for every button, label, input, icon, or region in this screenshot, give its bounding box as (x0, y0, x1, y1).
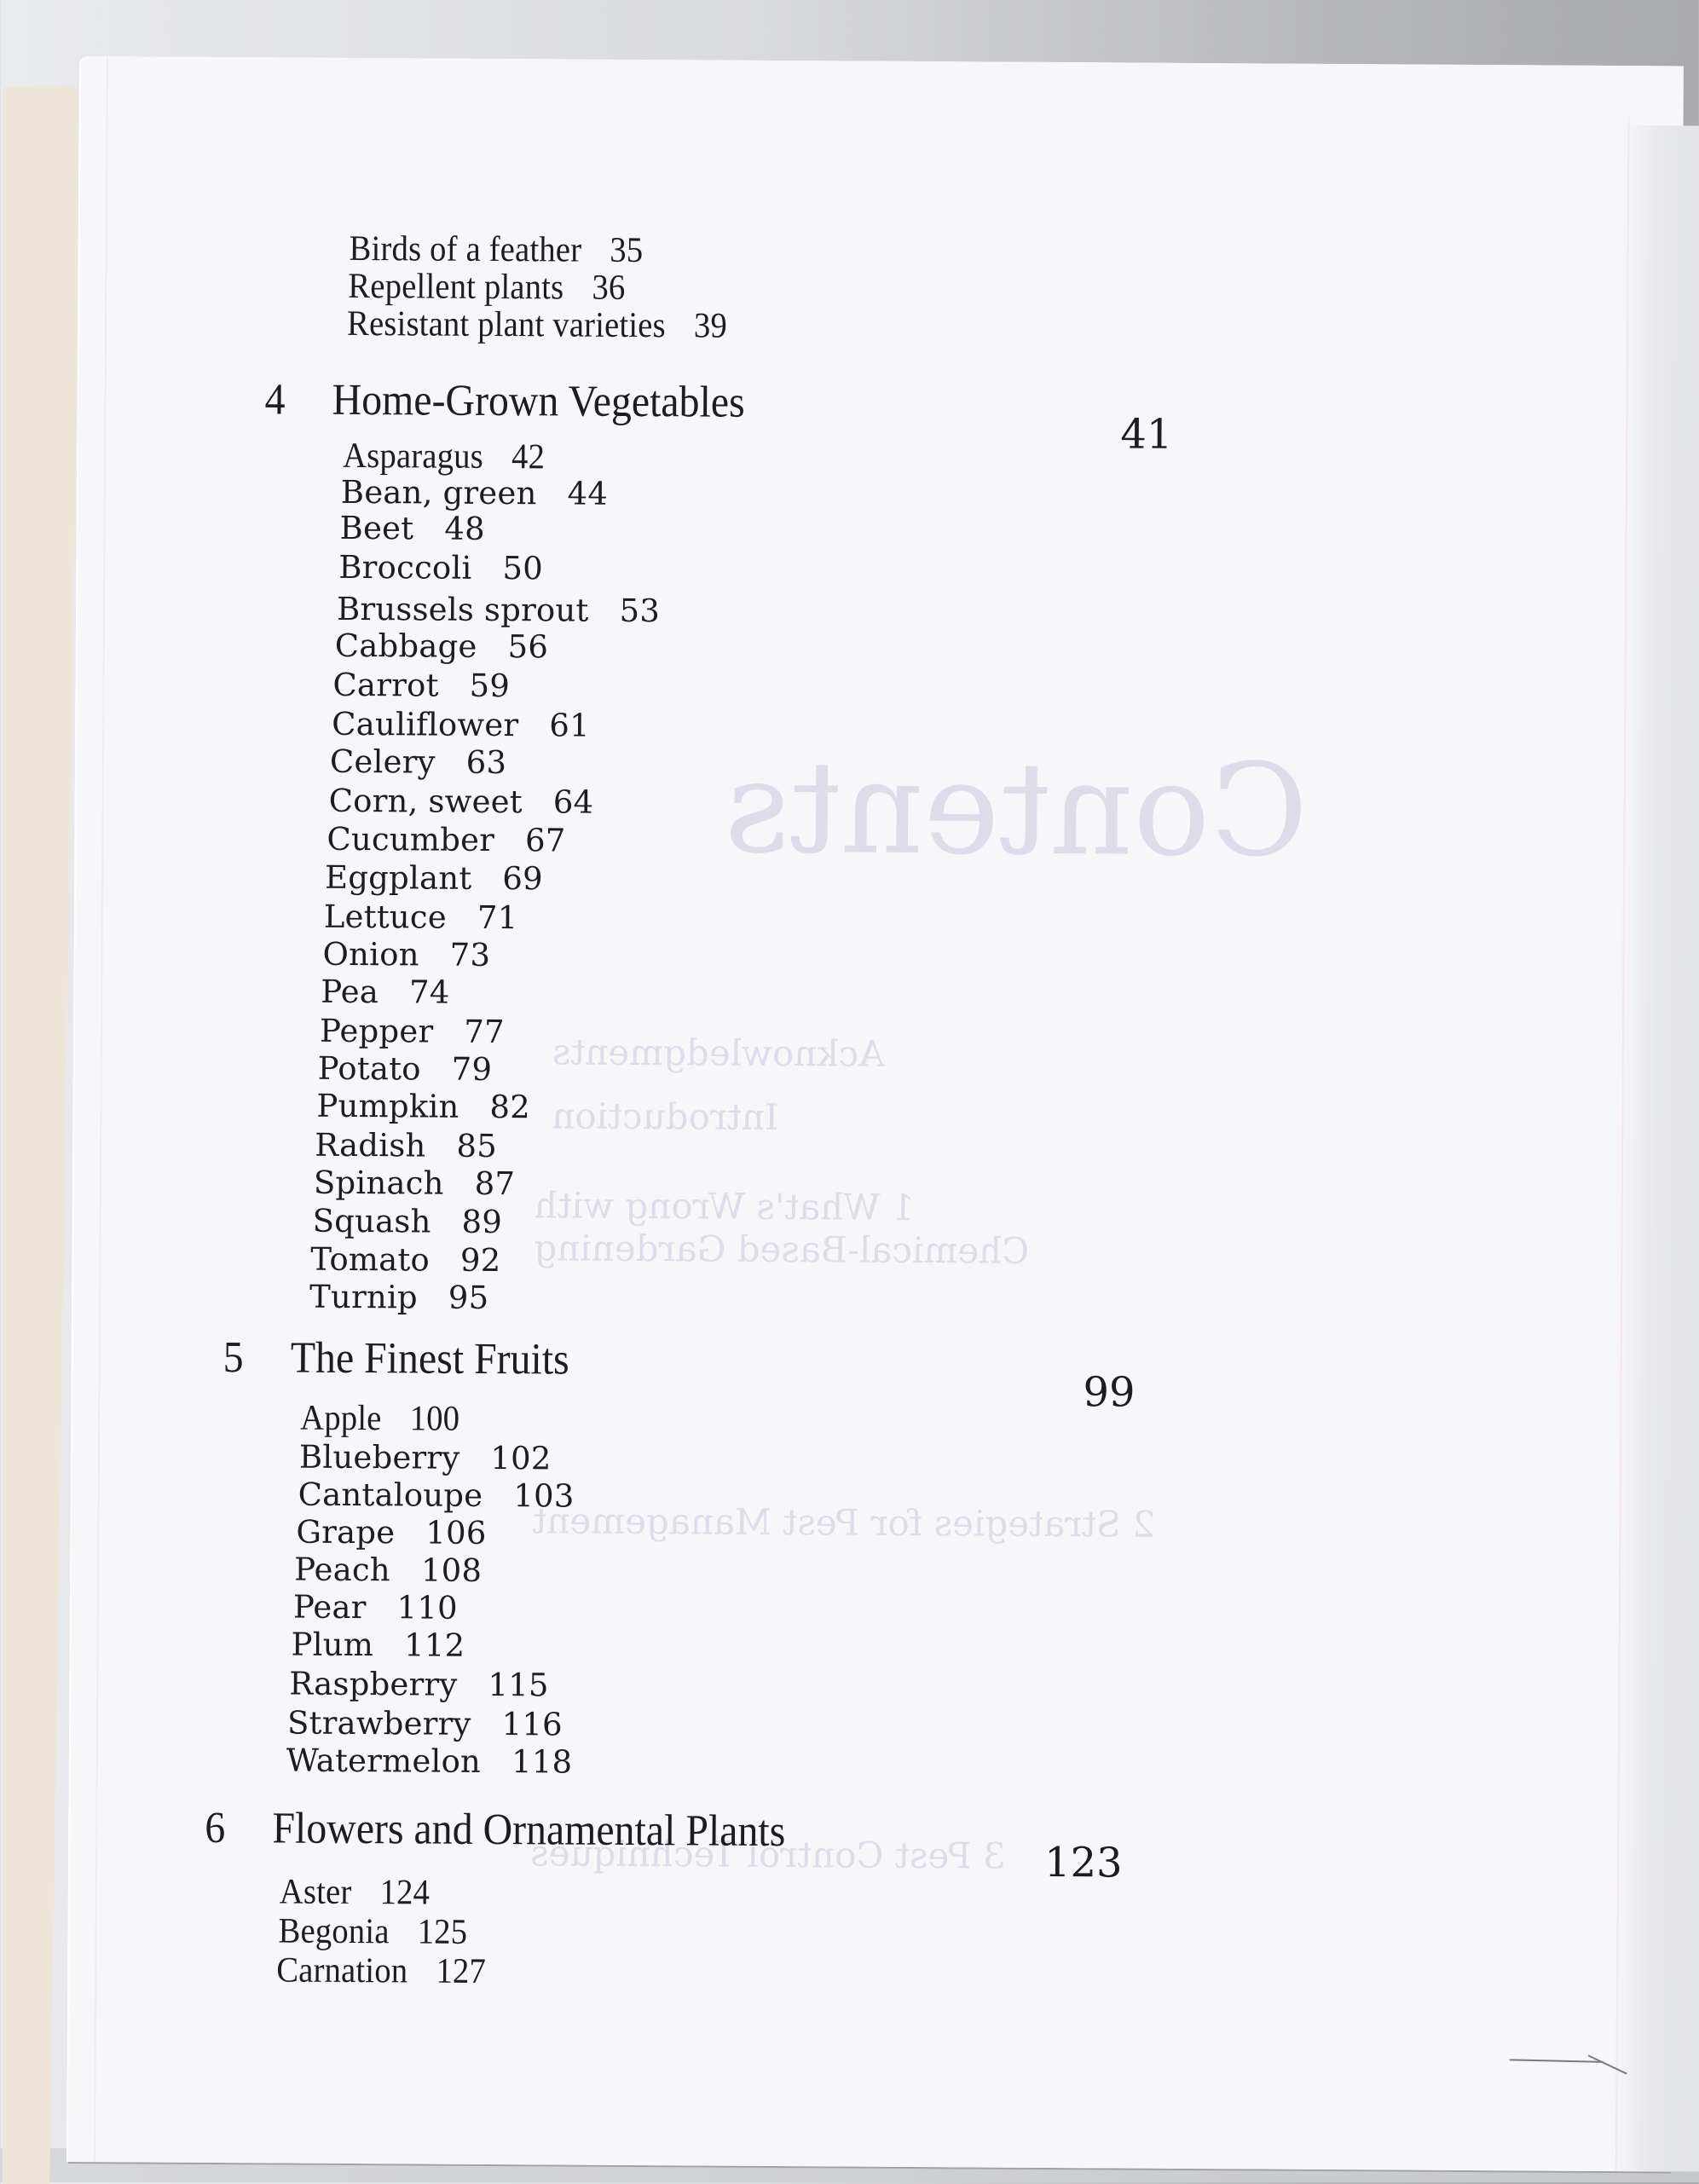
entry-label: Onion (322, 935, 419, 974)
entry-page-number: 106 (425, 1514, 487, 1551)
entry-page-number: 115 (488, 1666, 549, 1704)
entry-label: Resistant plant varieties (346, 303, 666, 346)
toc-entry (299, 1439, 552, 1477)
chapter-number: 4 (264, 375, 286, 425)
entry-label: Spinach (313, 1164, 444, 1202)
toc-entry (343, 436, 545, 477)
entry-page-number: 35 (610, 230, 644, 271)
entry-label: Pear (292, 1588, 367, 1626)
entry-page-number: 42 (511, 437, 546, 477)
entry-label: Cantaloupe (298, 1476, 483, 1514)
entry-label: Pumpkin (316, 1087, 459, 1125)
show-through-title: Contents (724, 733, 1309, 886)
entry-label: Broccoli (338, 548, 472, 586)
entry-label: Strawberry (286, 1704, 471, 1742)
toc-entry (314, 1164, 515, 1202)
entry-page-number: 44 (567, 475, 609, 512)
entry-page-number: 112 (403, 1626, 465, 1664)
toc-entry (335, 627, 549, 666)
toc-entry (348, 266, 625, 309)
show-through-line: 1 What's Wrong with (534, 1184, 915, 1228)
entry-page-number: 85 (456, 1127, 498, 1165)
entry-label: Eggplant (324, 858, 472, 897)
entry-page-number: 102 (490, 1439, 552, 1477)
show-through-line: Introduction (552, 1095, 779, 1139)
chapter-title: Home-Grown Vegetables (332, 375, 745, 427)
entry-page-number: 74 (408, 974, 450, 1011)
entry-label: Brussels sprout (336, 590, 589, 629)
entry-label: Blueberry (298, 1438, 460, 1476)
entry-label: Birds of a feather (349, 228, 582, 270)
toc-entry (337, 591, 660, 629)
entry-page-number: 77 (464, 1013, 505, 1051)
show-through-line: Acknowledgments (552, 1031, 885, 1075)
toc-entry (330, 743, 506, 781)
toc-entry (296, 1514, 486, 1551)
toc-entry (298, 1476, 575, 1515)
toc-entry (338, 549, 543, 586)
entry-label: Aster (279, 1872, 352, 1912)
entry-page-number: 79 (451, 1050, 493, 1088)
toc-entry (339, 510, 484, 547)
entry-label: Cauliflower (332, 705, 519, 744)
entry-page-number: 108 (420, 1551, 483, 1589)
entry-label: Squash (312, 1202, 431, 1240)
toc-entry (332, 667, 510, 704)
entry-page-number: 92 (459, 1241, 501, 1280)
entry-label: Tomato (310, 1240, 431, 1279)
toc-entry (332, 706, 590, 744)
chapter-page-number: 123 (1043, 1838, 1123, 1887)
entry-page-number: 116 (501, 1706, 563, 1743)
chapter-number: 5 (222, 1333, 244, 1383)
toc-entry (325, 859, 543, 898)
chapter-number: 6 (205, 1803, 226, 1853)
chapter-title: Flowers and Ornamental Plants (272, 1804, 786, 1857)
entry-label: Cabbage (334, 627, 477, 665)
entry-page-number: 48 (444, 510, 485, 547)
toc-entry (286, 1742, 573, 1781)
toc-entry (341, 474, 608, 512)
toc-entry (300, 1398, 459, 1440)
entry-page-number: 63 (465, 743, 507, 782)
toc-entry (278, 1910, 467, 1952)
entry-label: Turnip (309, 1278, 418, 1316)
entry-page-number: 59 (469, 667, 511, 705)
entry-label: Lettuce (323, 898, 448, 936)
entry-page-number: 53 (619, 592, 661, 630)
entry-page-number: 73 (449, 936, 491, 974)
entry-page-number: 50 (502, 550, 544, 587)
toc-entry (287, 1705, 563, 1743)
toc-entry (349, 228, 643, 271)
toc-entry (293, 1589, 458, 1626)
entry-page-number: 69 (502, 860, 543, 898)
entry-page-number: 127 (436, 1951, 487, 1991)
toc-entry (320, 1013, 505, 1050)
entry-page-number: 110 (396, 1589, 458, 1626)
entry-label: Bean, green (340, 473, 537, 512)
entry-label: Begonia (278, 1911, 390, 1952)
show-through-line: 2 Strategies for Pest Management (532, 1499, 1156, 1546)
entry-page-number: 118 (511, 1743, 573, 1781)
entry-label: Plum (291, 1626, 374, 1664)
entry-page-number: 67 (524, 822, 566, 859)
show-through-line: 3 Pest Control Techniques (529, 1832, 1006, 1877)
entry-label: Corn, sweet (328, 782, 523, 821)
entry-page-number: 56 (507, 628, 549, 666)
toc-entry (321, 974, 450, 1011)
toc-entry (324, 898, 518, 936)
entry-page-number: 39 (693, 306, 728, 346)
entry-label: Grape (296, 1513, 396, 1551)
toc-entry (322, 936, 490, 974)
chapter-page-number: 41 (1120, 410, 1173, 459)
entry-label: Repellent plants (348, 266, 564, 308)
toc-entry (289, 1666, 549, 1704)
entry-label: Asparagus (343, 436, 484, 477)
entry-page-number: 71 (477, 898, 518, 937)
toc-entry (318, 1050, 493, 1088)
entry-page-number: 36 (592, 268, 626, 308)
entry-page-number: 124 (379, 1873, 431, 1913)
entry-page-number: 61 (549, 707, 590, 744)
entry-label: Carrot (332, 666, 439, 704)
entry-page-number: 125 (417, 1912, 468, 1952)
toc-entry (316, 1088, 530, 1126)
toc-entry (291, 1626, 465, 1664)
entry-label: Peach (294, 1551, 391, 1589)
chapter-page-number: 99 (1083, 1368, 1136, 1417)
entry-page-number: 89 (461, 1203, 503, 1241)
chapter-title: The Finest Fruits (290, 1333, 569, 1384)
table-of-contents (68, 56, 1684, 2171)
entry-label: Celery (329, 742, 436, 781)
entry-page-number: 64 (552, 783, 594, 821)
entry-page-number: 95 (448, 1279, 489, 1316)
entry-page-number: 87 (474, 1164, 516, 1203)
book-page (68, 56, 1684, 2171)
entry-label: Cucumber (327, 820, 495, 858)
toc-entry (294, 1551, 482, 1589)
entry-page-number: 100 (409, 1399, 460, 1439)
toc-entry (309, 1279, 488, 1316)
toc-entry (315, 1127, 497, 1164)
show-through-line: Chemical-Based Gardening (534, 1227, 1030, 1272)
entry-label: Apple (300, 1398, 382, 1439)
entry-label: Pea (321, 973, 379, 1011)
entry-label: Watermelon (286, 1742, 482, 1780)
entry-page-number: 82 (489, 1088, 531, 1126)
toc-entry (313, 1203, 503, 1240)
entry-label: Potato (317, 1049, 421, 1088)
entry-label: Radish (315, 1126, 426, 1164)
toc-entry (280, 1871, 431, 1913)
toc-entry (276, 1950, 486, 1992)
entry-label: Pepper (319, 1012, 434, 1050)
entry-label: Carnation (276, 1950, 408, 1991)
entry-page-number: 103 (513, 1477, 575, 1515)
toc-entry (310, 1241, 500, 1279)
toc-entry (329, 783, 594, 821)
toc-entry (347, 303, 727, 347)
entry-label: Beet (339, 509, 414, 547)
toc-entry (327, 821, 565, 859)
entry-label: Raspberry (289, 1665, 458, 1703)
